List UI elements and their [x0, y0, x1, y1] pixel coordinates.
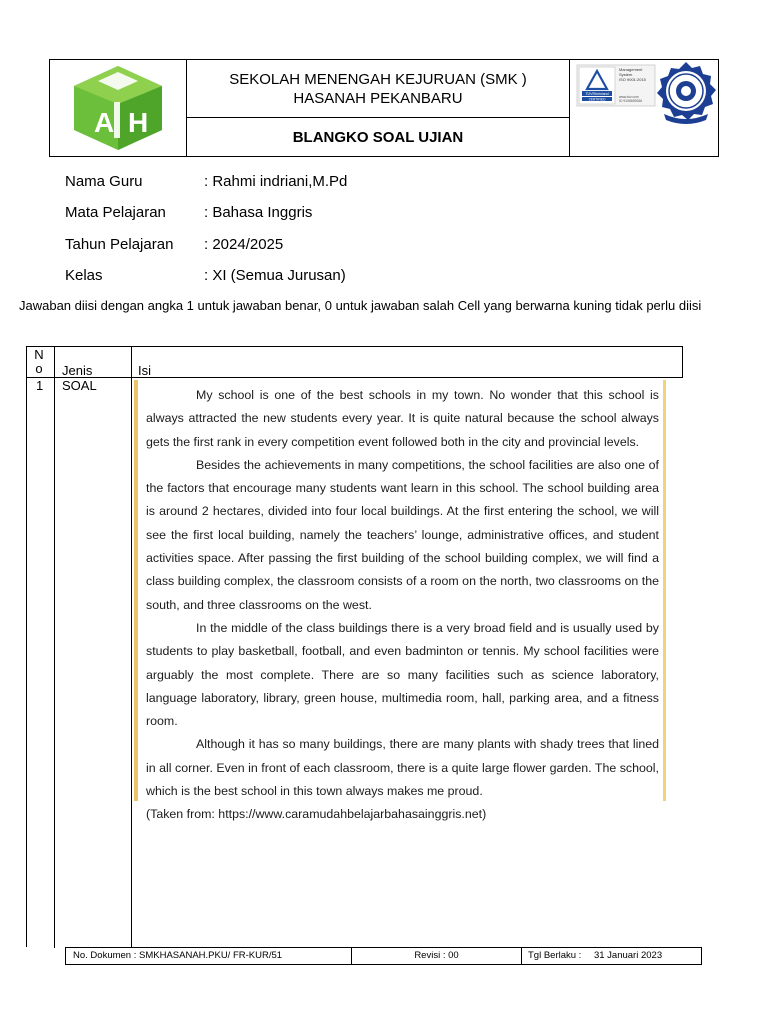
kelas-label: Kelas [65, 267, 103, 284]
reading-passage [134, 380, 666, 822]
header-no-text: N o [34, 347, 44, 376]
mapel-value: : Bahasa Inggris [204, 204, 313, 221]
row-1-jenis: SOAL [62, 378, 97, 393]
school-logo [50, 60, 187, 156]
header-no [34, 348, 46, 376]
school-name-line2: HASANAH PEKANBARU [293, 89, 463, 107]
passage-source: (Taken from: https://www.caramudahbelajarbahasainggris.net) [146, 807, 487, 822]
web-line-1: www.tuv.com [619, 95, 639, 99]
header-table [49, 59, 719, 157]
table-right-border [682, 347, 683, 378]
footer-tgl [522, 948, 701, 964]
table-col-divider-1 [54, 347, 55, 948]
form-title: BLANGKO SOAL UJIAN [292, 128, 464, 146]
footer-revisi [352, 948, 522, 964]
logo-letter-a: A [94, 107, 115, 138]
passage-paragraph-2: Besides the achievements in many competitions, the school facilities are also one of the factors that encourage many students want learn in this school. The school building area is around 2 hectares, divided into four local buildings. At the first entering the school, we will see the first local building, namely the teachers’ lounge, administrative offices, and student activities space. After passing the first building of the school building complex, we will find a class building complex, the classroom consists of a room on the north, two classrooms on the south, and three classrooms on the west. [146, 457, 659, 612]
footer-doc-no-text: No. Dokumen : SMKHASANAH.PKU/ FR-KUR/51 [73, 950, 283, 961]
table-top-right-border [27, 346, 683, 347]
tahun-label: Tahun Pelajaran [65, 236, 174, 253]
school-name-line1: SEKOLAH MENENGAH KEJURUAN (SMK ) [229, 70, 527, 88]
school-name-cell [187, 60, 570, 118]
tuv-sub: CERTIFIED [588, 97, 606, 102]
passage-paragraph-1: My school is one of the best schools in my town. No wonder that this school is always attracted the new students every year. It is quite natural because the school always gets the first rank in every competition event followed both in the city and provincial levels. [146, 388, 659, 449]
instruction-text: Jawaban diisi dengan angka 1 untuk jawaban benar, 0 untuk jawaban salah Cell yang berwarna kuning tidak perlu diisi [19, 298, 702, 313]
logo-letter-h: H [128, 107, 149, 138]
footer-revisi-text: Revisi : 00 [414, 950, 459, 961]
certification-cell [570, 60, 718, 156]
tuv-label: TÜVRheinland [585, 92, 609, 96]
footer-tgl-label: Tgl Berlaku : [528, 950, 582, 961]
footer-tgl-value: 31 Januari 2023 [593, 950, 663, 961]
mapel-label: Mata Pelajaran [65, 204, 166, 221]
passage-paragraph-4: Although it has so many buildings, there are many plants with shady trees that lined in all corner. Even in front of each classroom, there is a quite large flower garden. The school, which is the best school in this town always makes me proud. [146, 737, 659, 799]
web-line-2: ID 9108659266 [619, 99, 643, 103]
logo-cell [50, 60, 187, 156]
table-header-divider [27, 377, 683, 378]
question-table [26, 346, 682, 947]
footer-doc-no [66, 948, 352, 964]
tahun-value: : 2024/2025 [204, 236, 284, 253]
header-jenis: Jenis [62, 363, 93, 378]
form-title-cell [187, 118, 570, 156]
school-seal-icon [654, 60, 718, 124]
header-isi: Isi [138, 363, 151, 378]
nama-guru-value: : Rahmi indriani,M.Pd [204, 173, 348, 190]
document-footer [65, 947, 702, 965]
table-col-divider-2 [131, 347, 132, 948]
mgmt-line-1: Management [619, 67, 643, 72]
mgmt-line-2: System [619, 72, 633, 77]
mgmt-line-3: ISO 9001:2015 [619, 77, 646, 82]
passage-paragraph-3: In the middle of the class buildings there is a very broad field and is usually used by students to play basketball, football, and even badminton or tennis. My school facilities were arguably the most complete. There are so many facilities such as science laboratory, language laboratory, library, green house, multimedia room, hall, parking area, and a fitness room. [146, 620, 659, 729]
row-1-no: 1 [36, 378, 44, 393]
nama-guru-label: Nama Guru [65, 173, 143, 190]
kelas-value: : XI (Semua Jurusan) [204, 267, 346, 284]
